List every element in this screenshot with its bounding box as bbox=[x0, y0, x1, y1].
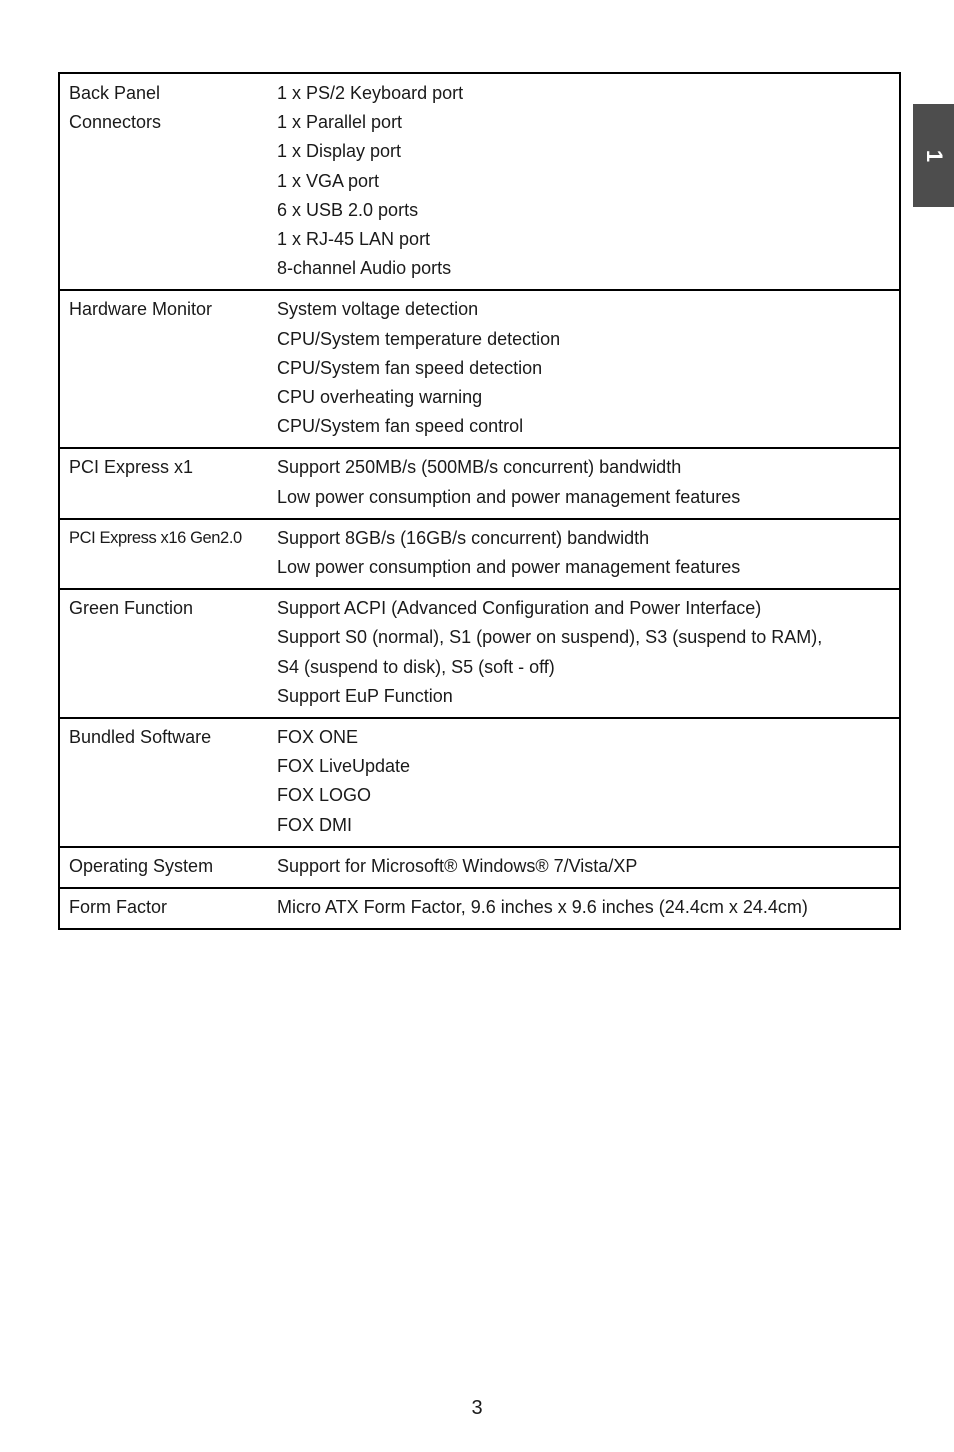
spec-value: Low power consumption and power management features bbox=[277, 486, 741, 507]
spec-value: 1 x Display port bbox=[277, 141, 402, 162]
spec-label bbox=[60, 723, 277, 840]
spec-value: 1 x Parallel port bbox=[277, 112, 403, 133]
spec-values bbox=[277, 453, 899, 511]
spec-row bbox=[60, 717, 899, 846]
specification-table bbox=[58, 72, 901, 930]
spec-label bbox=[60, 893, 277, 922]
spec-value: CPU overheating warning bbox=[277, 387, 483, 408]
spec-values bbox=[277, 524, 899, 582]
spec-row bbox=[60, 447, 899, 517]
spec-row bbox=[60, 74, 899, 289]
spec-value: FOX DMI bbox=[277, 814, 352, 835]
page-number: 3 bbox=[471, 1397, 483, 1419]
spec-value: Support EuP Function bbox=[277, 685, 453, 706]
spec-values bbox=[277, 79, 899, 283]
spec-values bbox=[277, 893, 899, 922]
spec-label-line: Operating System bbox=[69, 855, 214, 876]
spec-value: 1 x PS/2 Keyboard port bbox=[277, 83, 464, 103]
spec-label-line: Bundled Software bbox=[69, 727, 212, 748]
spec-value: 6 x USB 2.0 ports bbox=[277, 199, 419, 220]
spec-value: Micro ATX Form Factor, 9.6 inches x 9.6 inches (24.4cm x 24.4cm) bbox=[277, 897, 808, 918]
spec-value: System voltage detection bbox=[277, 299, 479, 320]
spec-value: S4 (suspend to disk), S5 (soft - off) bbox=[277, 656, 555, 677]
spec-values bbox=[277, 594, 899, 711]
spec-value: Support 8GB/s (16GB/s concurrent) bandwidth bbox=[277, 527, 650, 548]
spec-value: CPU/System temperature detection bbox=[277, 328, 561, 349]
spec-value: Support S0 (normal), S1 (power on suspend), S3 (suspend to RAM), bbox=[277, 627, 823, 648]
spec-label-line: Connectors bbox=[69, 112, 162, 133]
spec-label bbox=[60, 524, 277, 582]
spec-value: 8-channel Audio ports bbox=[277, 258, 452, 279]
spec-values bbox=[277, 295, 899, 441]
spec-value: 1 x RJ-45 LAN port bbox=[277, 229, 431, 250]
chapter-number: 1 bbox=[921, 149, 947, 162]
spec-value: Support 250MB/s (500MB/s concurrent) bandwidth bbox=[277, 457, 682, 478]
chapter-tab bbox=[913, 104, 954, 207]
spec-value: CPU/System fan speed detection bbox=[277, 357, 543, 378]
spec-label bbox=[60, 594, 277, 711]
spec-values bbox=[277, 852, 899, 881]
spec-label-line: Back Panel bbox=[69, 83, 161, 103]
spec-row bbox=[60, 846, 899, 887]
spec-value: Support for Microsoft® Windows® 7/Vista/XP bbox=[277, 855, 638, 876]
spec-values bbox=[277, 723, 899, 840]
spec-value: FOX LOGO bbox=[277, 785, 372, 806]
spec-row bbox=[60, 887, 899, 928]
spec-row bbox=[60, 588, 899, 717]
spec-row bbox=[60, 518, 899, 588]
spec-label-line: Hardware Monitor bbox=[69, 299, 213, 320]
spec-label bbox=[60, 79, 277, 283]
spec-label-line: PCI Express x16 Gen2.0 bbox=[69, 528, 242, 547]
spec-label bbox=[60, 852, 277, 881]
spec-row bbox=[60, 289, 899, 447]
spec-label bbox=[60, 295, 277, 441]
spec-label-line: PCI Express x1 bbox=[69, 457, 194, 478]
spec-value: CPU/System fan speed control bbox=[277, 416, 524, 437]
spec-value: 1 x VGA port bbox=[277, 170, 380, 191]
spec-label-line: Form Factor bbox=[69, 897, 168, 918]
spec-value: FOX ONE bbox=[277, 727, 359, 748]
spec-value: Low power consumption and power management features bbox=[277, 557, 741, 578]
spec-value: FOX LiveUpdate bbox=[277, 756, 411, 777]
spec-label bbox=[60, 453, 277, 511]
spec-label-line: Green Function bbox=[69, 598, 194, 619]
spec-value: Support ACPI (Advanced Configuration and Power Interface) bbox=[277, 598, 762, 619]
